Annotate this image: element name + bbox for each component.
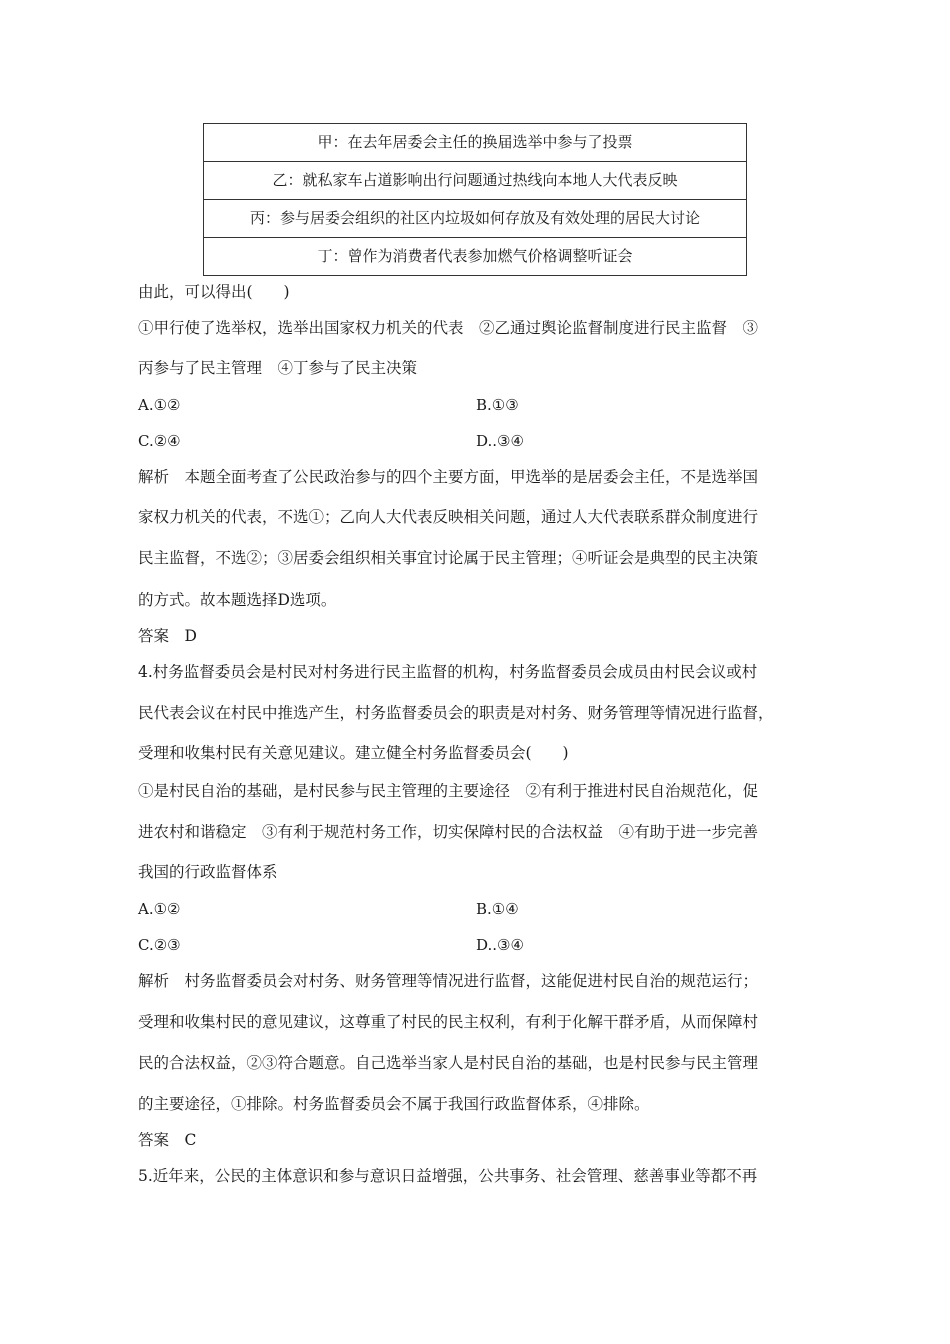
q3-items-line: ①甲行使了选举权，选举出国家权力机关的代表 ②乙通过舆论监督制度进行民主监督 ③	[138, 319, 759, 337]
q4-analysis-line: 的主要途径，①排除。村务监督委员会不属于我国行政监督体系，④排除。	[138, 1095, 650, 1113]
q3-analysis-line: 的方式。故本题选择D选项。	[138, 591, 337, 609]
q4-option-a: A.①②	[138, 900, 181, 918]
q3-answer: 答案 D	[138, 627, 197, 645]
q4-stem-line: 受理和收集村民有关意见建议。建立健全村务监督委员会( )	[138, 744, 569, 762]
q3-analysis-line: 解析 本题全面考查了公民政治参与的四个主要方面，甲选举的是居委会主任，不是选举国	[138, 468, 759, 486]
q4-analysis-line: 解析 村务监督委员会对村务、财务管理等情况进行监督，这能促进村民自治的规范运行；	[138, 972, 759, 990]
citizen-activity-table	[203, 123, 747, 276]
q3-items-line: 丙参与了民主管理 ④丁参与了民主决策	[138, 359, 418, 377]
table-row: 甲：在去年居委会主任的换届选举中参与了投票	[204, 124, 747, 162]
q5-stem-line: 5.近年来，公民的主体意识和参与意识日益增强，公共事务、社会管理、慈善事业等都不再	[138, 1167, 758, 1185]
table-row: 丁：曾作为消费者代表参加燃气价格调整听证会	[204, 238, 747, 276]
q4-option-c: C.②③	[138, 936, 181, 954]
table-row: 乙：就私家车占道影响出行问题通过热线向本地人大代表反映	[204, 162, 747, 200]
table-row: 丙：参与居委会组织的社区内垃圾如何存放及有效处理的居民大讨论	[204, 200, 747, 238]
q4-stem-line: 民代表会议在村民中推选产生，村务监督委员会的职责是对村务、财务管理等情况进行监督，	[138, 704, 774, 722]
q3-analysis-line: 家权力机关的代表，不选①；乙向人大代表反映相关问题，通过人大代表联系群众制度进行	[138, 508, 759, 526]
q3-option-d: D..③④	[476, 432, 524, 450]
q4-answer: 答案 C	[138, 1131, 197, 1149]
q3-option-c: C.②④	[138, 432, 181, 450]
q4-option-b: B.①④	[476, 900, 519, 918]
q4-analysis-line: 受理和收集村民的意见建议，这尊重了村民的民主权利，有利于化解干群矛盾，从而保障村	[138, 1013, 759, 1031]
q3-option-b: B.①③	[476, 396, 519, 414]
q4-items-line: 我国的行政监督体系	[138, 863, 278, 881]
q3-stem: 由此，可以得出( )	[138, 283, 290, 301]
q4-analysis-line: 民的合法权益，②③符合题意。自己选举当家人是村民自治的基础，也是村民参与民主管理	[138, 1054, 759, 1072]
q3-analysis-line: 民主监督，不选②；③居委会组织相关事宜讨论属于民主管理；④听证会是典型的民主决策	[138, 549, 759, 567]
q4-items-line: 进农村和谐稳定 ③有利于规范村务工作，切实保障村民的合法权益 ④有助于进一步完善	[138, 823, 759, 841]
q3-option-a: A.①②	[138, 396, 181, 414]
q4-stem-line: 4.村务监督委员会是村民对村务进行民主监督的机构，村务监督委员会成员由村民会议或村	[138, 663, 758, 681]
q4-items-line: ①是村民自治的基础，是村民参与民主管理的主要途径 ②有利于推进村民自治规范化，促	[138, 782, 759, 800]
q4-option-d: D..③④	[476, 936, 524, 954]
